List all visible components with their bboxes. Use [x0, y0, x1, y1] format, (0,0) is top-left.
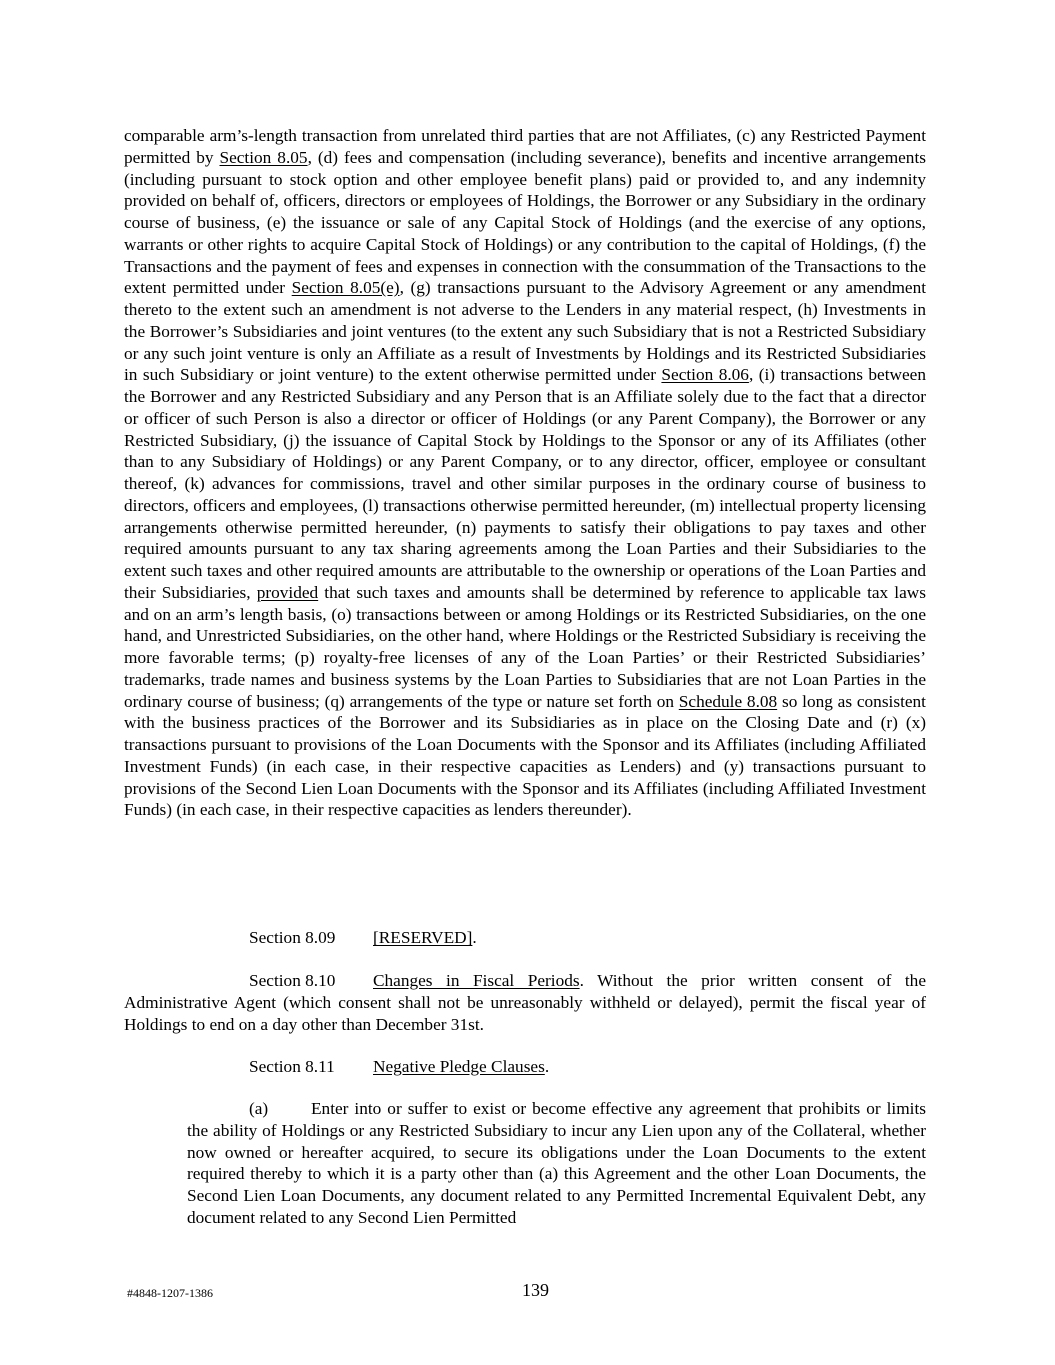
cross-reference-section-8-06: Section 8.06: [661, 365, 749, 385]
paragraph-text: comparable arm’s-length transaction from unrelated third parties that are not Affiliates, (c) any Restricted Payment permitted by: [124, 126, 926, 167]
section-number: Section 8.11: [249, 1057, 335, 1076]
paragraph-text: , (d) fees and compensation (including severance), benefits and incentive arrangements (including pursuant to stock option and other employee benefit plans) paid or provided to, and any indemnity provided on behalf of, officers, directors or employees of Holdings, the Borrower or any Subsidiary in the ordinary course of business, (e) the issuance or sale of any Capital Stock of Holdings (and the exercise of any options, warrants or other rights to acquire Capital Stock of Holdings) or any contribution to the capital of Holdings, (f) the Transactions and the payment of fees and expenses in connection with the consummation of the Transactions to the extent permitted under: [124, 147, 926, 298]
section-heading-8-11: [249, 1056, 549, 1078]
clause-label: (a): [249, 1099, 269, 1118]
section-title: Changes in Fiscal Periods: [373, 971, 580, 990]
paragraph-text: , (i) transactions between the Borrower and any Restricted Subsidiary and any Person that is an Affiliate solely due to the fact that a director or officer of such Person is also a director or officer of Holdings (or any Parent Company), the Borrower or any Restricted Subsidiary, (j) the issuance of Capital Stock by Holdings to the Sponsor or any of its Affiliates (other than to any Subsidiary of Holdings) or any Parent Company, or to any director, officer, employee or consultant thereof, (k) advances for commissions, travel and other similar purposes in the ordinary course of business to directors, officers and employees, (l) transactions otherwise permitted hereunder, (m) intellectual property licensing arrangements otherwise permitted hereunder, (n) payments to satisfy their obligations to pay taxes and other required amounts pursuant to any tax sharing agreements among the Loan Parties and their Subsidiaries to the extent such taxes and other required amounts are attributable to the ownership or operations of the Loan Parties and their Subsidiaries,: [124, 365, 926, 602]
section-number: Section 8.10: [249, 971, 336, 990]
section-title: [RESERVED]: [373, 928, 473, 947]
section-8-11-clause-a: [187, 1098, 926, 1229]
section-heading-8-09: [249, 927, 477, 949]
cross-reference-section-8-05e: Section 8.05(e): [291, 278, 400, 298]
page-number: 139: [522, 1280, 549, 1300]
section-title-suffix: .: [544, 1057, 550, 1076]
footer-document-id: #4848-1207-1386: [127, 1286, 213, 1300]
body-paragraph-affiliate-transactions: [124, 125, 926, 821]
section-title: Negative Pledge Clauses: [373, 1057, 545, 1076]
section-number: Section 8.09: [249, 928, 336, 947]
section-title-suffix: .: [472, 928, 477, 947]
provided-term: provided: [256, 582, 319, 602]
cross-reference-section-8-05: Section 8.05: [219, 147, 308, 167]
paragraph-text: that such taxes and amounts shall be determined by reference to applicable tax laws and on an arm’s length basis, (o) transactions between or among Holdings or its Restricted Subsidiaries, on the one hand, and Unrestricted Subsidiaries, on the other hand, where Holdings or the Restricted Subsidiary is receiving the more favorable terms; (p) royalty-free licenses of any of the Loan Parties’ or their Restricted Subsidiaries’ trademarks, trade names and business systems by the Loan Parties to Subsidiaries that are not Loan Parties in the ordinary course of business; (q) arrangements of the type or nature set forth on: [124, 582, 926, 711]
paragraph-text: so long as consistent with the business practices of the Borrower and its Subsidiaries as in place on the Closing Date and (r) (x) transactions pursuant to provisions of the Loan Documents with the Sponsor and its Affiliates (including Affiliated Investment Funds) (in each case, in their respective capacities as Lenders) and (y) transactions pursuant to provisions of the Second Lien Loan Documents with the Sponsor and its Affiliates (including Affiliated Investment Funds) (in each case, in their respective capacities as lenders thereunder).: [124, 691, 926, 820]
cross-reference-schedule-8-08: Schedule 8.08: [678, 691, 778, 711]
section-body: . Without the prior written consent of the Administrative Agent (which consent shall not be unreasonably withheld or delayed), permit the fiscal year of Holdings to end on a day other than December 31st.: [124, 971, 926, 1034]
paragraph-text: , (g) transactions pursuant to the Advisory Agreement or any amendment thereto to the extent such an amendment is not adverse to the Lenders in any material respect, (h) Investments in the Borrower’s Subsidiaries and joint ventures (to the extent any such Subsidiary that is not a Restricted Subsidiary or any such joint venture is only an Affiliate as a result of Investments by Holdings and its Restricted Subsidiaries in such Subsidiary or joint venture) to the extent otherwise permitted under: [124, 278, 927, 385]
section-8-10-paragraph: [124, 970, 926, 1035]
clause-text: Enter into or suffer to exist or become effective any agreement that prohibits or limits the ability of Holdings or any Restricted Subsidiary to incur any Lien upon any of the Collateral, whether now owned or hereafter acquired, to secure its obligations under the Loan Documents to the extent required thereby to which it is a party other than (a) this Agreement and the other Loan Documents, the Second Lien Loan Documents, any document related to any Permitted Incremental Equivalent Debt, any document related to any Second Lien Permitted: [187, 1099, 926, 1227]
